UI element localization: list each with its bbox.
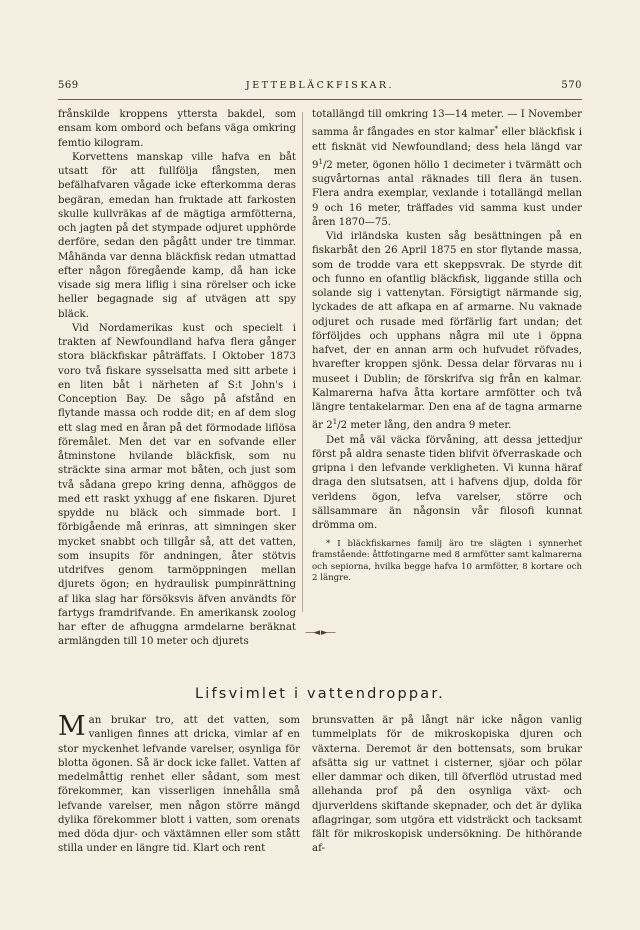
page-number-right: 570 (561, 80, 582, 91)
paragraph (312, 230, 582, 434)
section-divider: —◄ ►— (305, 628, 335, 638)
paragraph: Vid Nordamerikas kust och specielt i trakten af Newfoundland hafva flera gånger stora bläckfiskar påträffats. I Oktober 1873 voro två fiskare sysselsatta med sitt arbete i en liten båt i närheten af S:t John's i Conception Bay. De sågo på afstånd en flytande massa och rodde dit; en af dem slog ett slag med en åran på det förmodade liflösa föremålet. Men det var en sofvande eller åtminstone hvilande bläckfisk, som nu sträckte sina armar mot båten, och just som två sådana grepo kring denna, afhöggos de med ett raskt yxhugg af ene fiskaren. Djuret spydde nu bläck och simmade bort. I förbigående må erinras, att simningen sker mycket snabbt och tillgår så, att det vatten, som insupits för andningen, åter stötvis utdrifves genom tarmöppningen mellan djurets ögon; en hydraulisk pumpinrättning af lika slag har försöksvis äfven användts för fartygs framdrifvande. En amerikansk zoolog har efter de afhuggna armdelarne beräknat armlängden till 10 meter och djurets (58, 322, 296, 648)
text-run: Vid irländska kusten såg besättningen på en fiskarbåt den 26 April 1875 en stor flytande massa, som de trodde vara ett skeppsvrak. De styrde dit och funno en ofantlig bläckfisk, liggande stilla och solande sig i vattenytan. Försigtigt närmande sig, lyckades de att afkapa en af armarne. Nu vaknade odjuret och rusade med förfärlig fart undan; det förföljdes och upphans några mil ute i öppna hafvet, der en annan arm och hufvudet röfvades, hvarefter kroppen sjönk. Dessa delar förvaras nu i museet i Dublin; de förskrifva sig från en kalmar. Kalmarerna hafva åtta kortare armfötter och två längre tentakelarmar. Den ena af de tagna armarne är (312, 231, 582, 432)
left-column (58, 108, 296, 650)
fraction-rest: /2 (322, 159, 333, 171)
header-rule (58, 99, 582, 100)
article-right-column (312, 714, 582, 857)
fraction-whole: 9 (312, 159, 319, 171)
text-run: meter lång, den andra 9 meter. (350, 420, 512, 432)
footnote: * I bläckfiskarnes familj äro tre slägten i synnerhet framstående: åttfotingarne med 8 armfötter samt kalmarerna och sepiorna, hvilka begge hafva 10 armfötter, 8 kortare och 2 längre. (312, 539, 582, 583)
page-number-left: 569 (58, 80, 79, 91)
fraction-rest: /2 (337, 420, 348, 432)
text-run: an brukar tro, att det vatten, som vanligen finnes att dricka, vimlar af en stor myckenhet lefvande varelser, osynliga för blotta ögonen. Så är dock icke fallet. Vatten af medelmåttig renhet eller sådant, som mest förekommer, kan visserligen innehålla små lefvande varelser, men någon större mängd dylika förekommer blott i vatten, som orenats med döda djur- och växtämnen eller som stått stilla under en längre tid. Klart och rent (58, 715, 300, 855)
column-divider (302, 112, 303, 612)
right-column (312, 108, 582, 584)
running-header (58, 80, 582, 96)
text-run: totallängd till omkring 13—14 meter. — I November samma år fångades en stor kalmar (312, 109, 582, 139)
paragraph (312, 108, 582, 230)
fraction (312, 157, 333, 171)
paragraph: Korvettens manskap ville hafva en båt utsatt för att fullfölja fångsten, men befälhafvaren vågade icke efterkomma deras begäran, emedan han fruktade att farkosten skulle kullvräkas af de mägtiga armfötterna, och jagten på det stympade odjuret upphörde derföre, sedan den pågått under tre timmar. Måhända var denna bläckfisk redan utmattad efter någon föregående kamp, då han icke visade sig mera liflig i sina rörelser och icke heller begagnade sig af utvägen att spy bläck. (58, 151, 296, 320)
text-run: eller bläckfisk i ett fisknät vid Newfoundland; dess hela längd var (312, 127, 582, 153)
paragraph: frånskilde kroppens yttersta bakdel, som ensam kom ombord och befans väga omkring femtio kilogram. (58, 109, 296, 149)
footnote-mark: * (494, 125, 498, 134)
drop-cap: M (58, 711, 86, 742)
fraction (326, 420, 347, 431)
fraction-sup: 1 (332, 418, 338, 427)
running-title: JETTEBLÄCKFISKAR. (245, 80, 395, 91)
fraction-sup: 1 (318, 157, 323, 166)
fraction-whole: 2 (326, 420, 333, 432)
paragraph (58, 711, 300, 857)
paragraph: brunsvatten är på långt när icke någon vanlig tummelplats för de mikroskopiska djuren och växterna. Deremot är den bottensats, som brukar afsätta sig ur vattnet i cisterner, sjöar och pölar eller dammar och diken, till öfverflöd utrustad med allehanda prof på den osynliga växt- och djurverldens skiftande skepnader, och det är dylika aflagringar, som utgöra ett vidsträckt och tacksamt fält för mikroskopisk undersökning. De hithörande af- (312, 715, 582, 855)
paragraph: Det må väl väcka förvåning, att dessa jettedjur först på aldra senaste tiden blifvit öfverraskade och gripna i den lefvande verkligheten. Vi kunna häraf draga den slutsatsen, att i hafvens djup, dolda för verldens ögon, lefva varelser, större och sällsammare än någonsin vår filosofi kunnat drömma om. (312, 434, 582, 531)
article-left-column (58, 711, 300, 857)
text-run: meter, ögonen höllo 1 decimeter i tvärmätt och sugvårtornas antal räknades till flera än tusen. Flera andra exemplar, vexlande i totallängd mellan 9 och 16 meter, träffades vid samma kust under åren 1870—75. (312, 159, 582, 228)
article-title: Lifsvimlet i vattendroppar. (195, 686, 445, 702)
